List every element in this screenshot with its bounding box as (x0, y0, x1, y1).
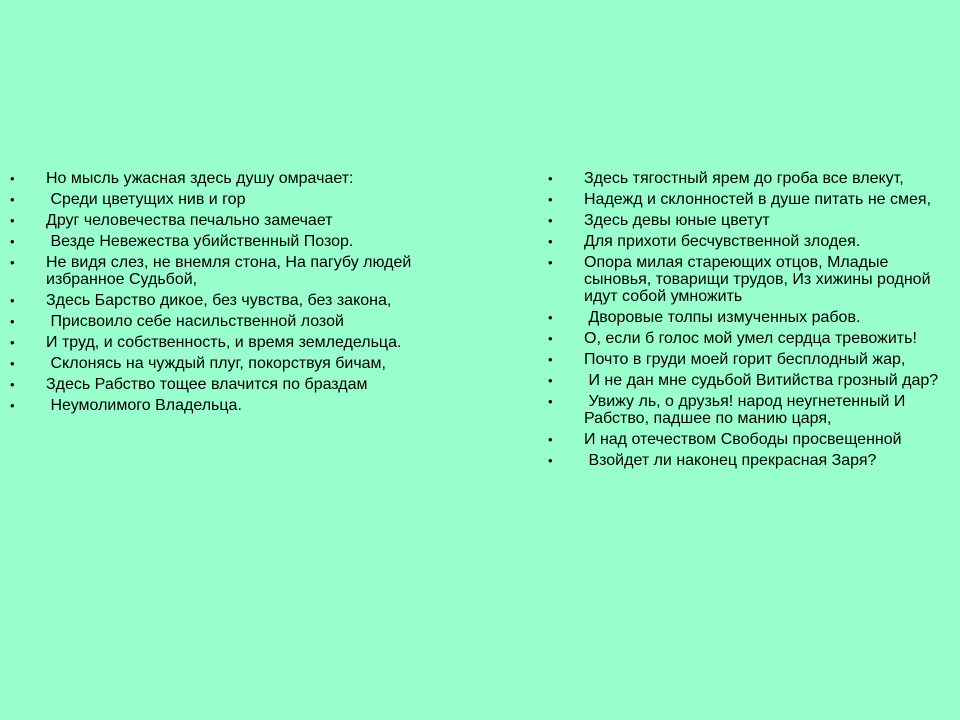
poem-line (548, 170, 952, 187)
poem-line (548, 330, 952, 347)
poem-line-text: О, если б голос мой умел сердца тревожить! (584, 330, 917, 347)
poem-line (548, 233, 952, 250)
bullet-icon: • (548, 432, 553, 447)
poem-line (548, 452, 952, 469)
bullet-icon: • (10, 314, 15, 329)
poem-line (10, 397, 430, 414)
bullet-icon: • (10, 377, 15, 392)
poem-line-text: Не видя слез, не внемля стона, На пагубу людей избранное Судьбой, (46, 254, 416, 288)
bullet-icon: • (548, 331, 553, 346)
poem-line-text: Неумолимого Владельца. (46, 397, 242, 414)
poem-line (548, 309, 952, 326)
poem-line (10, 292, 430, 309)
bullet-icon: • (10, 213, 15, 228)
bullet-icon: • (10, 234, 15, 249)
bullet-icon: • (548, 352, 553, 367)
bullet-icon: • (548, 234, 553, 249)
bullet-icon: • (548, 453, 553, 468)
poem-line-text: Опора милая стареющих отцов, Младые сыновья, товарищи трудов, Из хижины родной идут собой умножить (584, 254, 935, 305)
poem-line-text: И над отечеством Свободы просвещенной (584, 431, 902, 448)
bullet-icon: • (10, 293, 15, 308)
poem-line (548, 212, 952, 229)
bullet-icon: • (548, 394, 553, 409)
bullet-icon: • (10, 398, 15, 413)
poem-line-text: Но мысль ужасная здесь душу омрачает: (46, 170, 354, 187)
poem-line-text: И не дан мне судьбой Витийства грозный дар? (584, 372, 939, 389)
poem-line (10, 170, 430, 187)
poem-line (10, 376, 430, 393)
poem-line (548, 351, 952, 368)
left-poem-column (10, 170, 430, 418)
bullet-icon: • (10, 335, 15, 350)
poem-line-text: Дворовые толпы измученных рабов. (584, 309, 861, 326)
poem-line-text: И труд, и собственность, и время земледельца. (46, 334, 402, 351)
bullet-icon: • (548, 171, 553, 186)
poem-line-text: Здесь тягостный ярем до гроба все влекут, (584, 170, 904, 187)
bullet-icon: • (10, 255, 15, 270)
poem-line-text: Среди цветущих нив и гор (46, 191, 246, 208)
bullet-icon: • (548, 255, 553, 270)
poem-line (548, 431, 952, 448)
poem-line (10, 334, 430, 351)
bullet-icon: • (548, 310, 553, 325)
poem-line (10, 191, 430, 208)
bullet-icon: • (10, 356, 15, 371)
poem-line (548, 393, 952, 427)
poem-line-text: Для прихоти бесчувственной злодея. (584, 233, 861, 250)
poem-line (10, 233, 430, 250)
right-poem-column (548, 170, 952, 473)
bullet-icon: • (548, 373, 553, 388)
poem-line-text: Склонясь на чуждый плуг, покорствуя бичам, (46, 355, 386, 372)
poem-line (548, 254, 952, 305)
bullet-icon: • (10, 192, 15, 207)
poem-line (10, 313, 430, 330)
poem-line-text: Надежд и склонностей в душе питать не смея, (584, 191, 932, 208)
poem-line-text: Присвоило себе насильственной лозой (46, 313, 344, 330)
poem-line-text: Здесь Рабство тощее влачится по браздам (46, 376, 368, 393)
poem-line-text: Увижу ль, о друзья! народ неугнетенный И Рабство, падшее по манию царя, (584, 393, 910, 427)
poem-line (548, 372, 952, 389)
poem-line (10, 254, 430, 288)
poem-line-text: Здесь Барство дикое, без чувства, без закона, (46, 292, 392, 309)
bullet-icon: • (10, 171, 15, 186)
poem-line-text: Почто в груди моей горит бесплодный жар, (584, 351, 906, 368)
poem-line-text: Взойдет ли наконец прекрасная Заря? (584, 452, 877, 469)
bullet-icon: • (548, 213, 553, 228)
poem-line-text: Везде Невежества убийственный Позор. (46, 233, 354, 250)
bullet-icon: • (548, 192, 553, 207)
poem-line (10, 355, 430, 372)
poem-line (10, 212, 430, 229)
poem-line (548, 191, 952, 208)
poem-line-text: Здесь девы юные цветут (584, 212, 770, 229)
poem-line-text: Друг человечества печально замечает (46, 212, 333, 229)
